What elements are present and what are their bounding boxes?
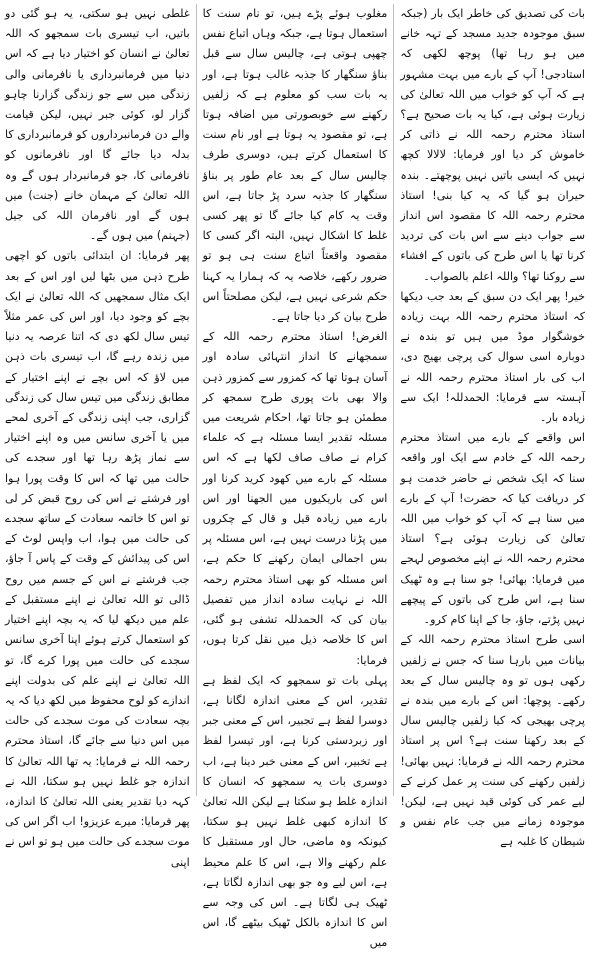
- paragraph: غلطی نہیں ہو سکتی، یہ ہو گئی دو باتیں، اب تیسری بات سمجھو کہ اللہ تعالیٰ نے انسان کو اختیار دیا ہے کہ اس دنیا میں فرمانبرداری یا نافرمانی والی زندگی میں سے جو زندگی گزارنا چاہو گزار لو، کوئی جبر نہیں، لیکن قیامت والے دن فرمانبرداروں کو فرمانبرداری کا بدلہ دیا جائے گا اور نافرمانوں کو نافرمانی کا، جو فرمانبردار ہوں گے وہ اللہ تعالیٰ کے مہمان خانے (جنت) میں ہوں گے اور نافرمان اللہ کی جیل (جہنم) میں ہوں گے۔: [4, 7, 190, 243]
- paragraph: پہلی بات تو سمجھو کہ ایک لفظ ہے تقدیر، اس کے معنی اندازہ لگانا ہے، دوسرا لفظ ہے تجبیر، اس کے معنی جبر اور زبردستی کرنا ہے، اور تیسرا لفظ ہے تخبیر، اس کے معنی خبر دینا ہے، اب دوسری بات یہ سمجھو کہ انسان کا اندازہ غلط ہو سکتا ہے لیکن اللہ تعالیٰ کا اندازہ کبھی غلط نہیں ہو سکتا، کیونکہ وہ ماضی، حال اور مستقبل کا علم رکھنے والا ہے، اس کا علم محیط ہے، اس لیے وہ جو بھی اندازہ لگاتا ہے، ٹھیک ہی لگاتا ہے۔ اس کی وجہ سے اس کا اندازہ بالکل ٹھیک بیٹھے گا، اس میں: [202, 673, 388, 950]
- column-divider: [196, 4, 197, 796]
- paragraph: اسی طرح استاذ محترم رحمہ اللہ کے بیانات میں بارہا سنا کہ جس نے زلفیں رکھی ہوں تو وہ چالیس سال کے بعد رکھے۔ پوچھا: اس کے بارے میں بندہ نے پرچی بھیجی کہ کیا زلفیں چالیس سال کے بعد رکھنا سنت ہے؟ اس پر استاذ محترم رحمہ اللہ نے فرمایا: نہیں بھائی! زلفیں رکھنے کی سنت پر عمل کرنے کے لیے عمر کی کوئی قید نہیں ہے، لیکن! موجودہ زمانے میں جب عام نفس و شیطان کا غلبہ ہے: [400, 633, 585, 849]
- column-divider: [393, 4, 394, 796]
- column-middle: [201, 4, 390, 950]
- paragraph: الغرض! استاذ محترم رحمہ اللہ کے سمجھانے کا انداز انتہائی سادہ اور آسان ہوتا تھا کہ کمزور سے کمزور ذہن والا بھی بات پوری طرح سمجھ کر مطمئن ہو جاتا تھا، احکام شریعت میں مسئلہ تقدیر ایسا مسئلہ ہے کہ علماء کرام نے صاف صاف لکھا ہے کہ اس مسئلہ کے بارے میں کھود کرید کرنا اور اس کی باریکیوں میں الجھنا اور اس بارے میں زیادہ قیل و قال کے چکروں میں پڑنا درست نہیں ہے، اس مسئلہ پر بس اجمالی ایمان رکھنے کا حکم ہے، اس مسئلہ کو بھی استاذ محترم رحمہ اللہ نے نہایت سادہ انداز میں تفصیل بیان کی کہ الحمدللہ تشفی ہو گئی، اس کا خلاصہ ذیل میں نقل کرتا ہوں، فرمایا:: [202, 330, 388, 667]
- paragraph: خیر! پھر ایک دن سبق کے بعد جب دیکھا کہ استاذ محترم رحمہ اللہ بہت زیادہ خوشگوار موڈ میں ہیں تو بندہ نے دوبارہ اسی سوال کی پرچی بھیج دی، اب کی بار استاذ محترم رحمہ اللہ نے آہستہ سے فرمایا: الحمدللہ! ایک سے زیادہ بار۔: [400, 289, 585, 425]
- paragraph: مغلوب ہوئے پڑے ہیں، تو نام سنت کا استعمال ہوتا ہے، جبکہ وہاں اتباع نفس چھپی ہوتی ہے، چالیس سال سے قبل بناؤ سنگھار کا جذبہ غالب ہوتا ہے، اور یہ بات سب کو معلوم ہے کہ زلفیں رکھنے سے خوبصورتی میں اضافہ ہوتا ہے، تو مقصود یہ ہوتا ہے اور نام سنت کا استعمال کرتے ہیں، دوسری طرف چالیس سال کے بعد عام طور پر بناؤ سنگھار کا جذبہ سرد پڑ جاتا ہے، اس وقت یہ کام کیا جائے گا تو پھر کسی غلط کا اشکال نہیں، البتہ اگر کسی کا مقصود واقعتاً اتباع سنت ہی ہو تو ضرور رکھے، خلاصہ یہ کہ ہمارا یہ کہنا حکم شرعی نہیں ہے، لیکن مصلحتاً اس طرح بیان کر دیا جاتا ہے۔: [202, 7, 388, 324]
- paragraph: اس واقعے کے بارے میں استاذ محترم رحمہ اللہ کے خادم سے ایک اور واقعہ سنا کہ ایک شخص نے حاضر خدمت ہو کر دریافت کیا کہ حضرت! آپ کے بارے میں سنا ہے کہ آپ کو خواب میں اللہ تعالیٰ کی زیارت ہوئی ہے؟ استاذ محترم رحمہ اللہ نے اپنے مخصوص لہجے میں فرمایا: بھائی! جو سنا ہے وہ ٹھیک سنا ہے، اس طرح کی باتوں کے پیچھے نہیں پڑتے، جاؤ، جا کے اپنا کام کرو۔: [400, 431, 585, 627]
- column-left: [3, 4, 192, 869]
- paragraph: پھر فرمایا: ان ابتدائی باتوں کو اچھی طرح ذہن میں بٹھا لیں اور اس کے بعد ایک مثال سمجھیں کہ اللہ تعالیٰ نے ایک بچے کو وجود دیا، اور اس کی عمر مثلاً تیس سال لکھ دی کہ اتنا عرصہ یہ دنیا میں زندہ رہے گا، اب تیسری بات ذہن میں لاؤ کہ اس بچے نے اپنے اختیار کے مطابق زندگی میں تیس سال کی زندگی گزاری، جب اپنی زندگی کے آخری لمحے میں یا آخری سانس میں وہ اپنے اختیار سے نماز پڑھ رہا تھا اور سجدے کی حالت میں تھا کہ اس کا وقت پورا ہوا اور فرشتے نے اس کی روح قبض کر لی تو اس کا خاتمہ سعادت کے ساتھ سجدے کی حالت میں ہوا، اب واپس لوٹ کے اس کی پیدائش کے وقت کے پاس آ جاؤ، جب فرشتے نے اس کے جسم میں روح ڈالی تو اللہ تعالیٰ نے اپنے مستقبل کے علم میں دیکھ لیا کہ یہ بچہ اپنے اختیار کو استعمال کرتے ہوئے اپنا آخری سانس سجدے کی حالت میں پورا کرے گا، تو اللہ تعالیٰ نے اپنے علم کی بدولت اپنے اندازے کو لوح محفوظ میں لکھ دیا کہ یہ بچہ سعادت کی موت سجدے کی حالت میں اس دنیا سے جائے گا، استاذ محترم رحمہ اللہ نے فرمایا: یہ تھا اللہ تعالیٰ کا اندازہ جو غلط نہیں ہو سکتا، اللہ نے کہہ دیا تقدیر یعنی اللہ تعالیٰ کا اندازہ، پھر فرمایا: میرے عزیزو! اب اگر اس کی موت سجدے کی حالت میں ہو تو اس نے اپنی: [4, 249, 190, 869]
- paragraph: بات کی تصدیق کی خاطر ایک بار (جبکہ سبق موجودہ جدید مسجد کے تہہ خانے میں ہو رہا تھا) پوچھ لکھی کہ استادجی! آپ کے بارے میں بہت مشہور ہے کہ آپ کو خواب میں اللہ تعالیٰ کی زیارت ہوئی ہے، کیا یہ بات صحیح ہے؟ استاذ محترم رحمہ اللہ نے ذاتی کر خاموش کر دیا اور فرمایا: لالالا کچھ نہیں کہ ایسی باتیں نہیں پوچھتے۔ بندہ حیران ہو گیا کہ یہ کیا بنی! استاذ محترم رحمہ اللہ کا مقصود اس انداز سے جواب دینے سے اس بات کی تردید کرنا تھا یا اس طرح کی باتوں کے افشاء سے روکنا تھا؟ واللہ اعلم بالصواب۔: [400, 7, 585, 283]
- column-right: [398, 4, 587, 849]
